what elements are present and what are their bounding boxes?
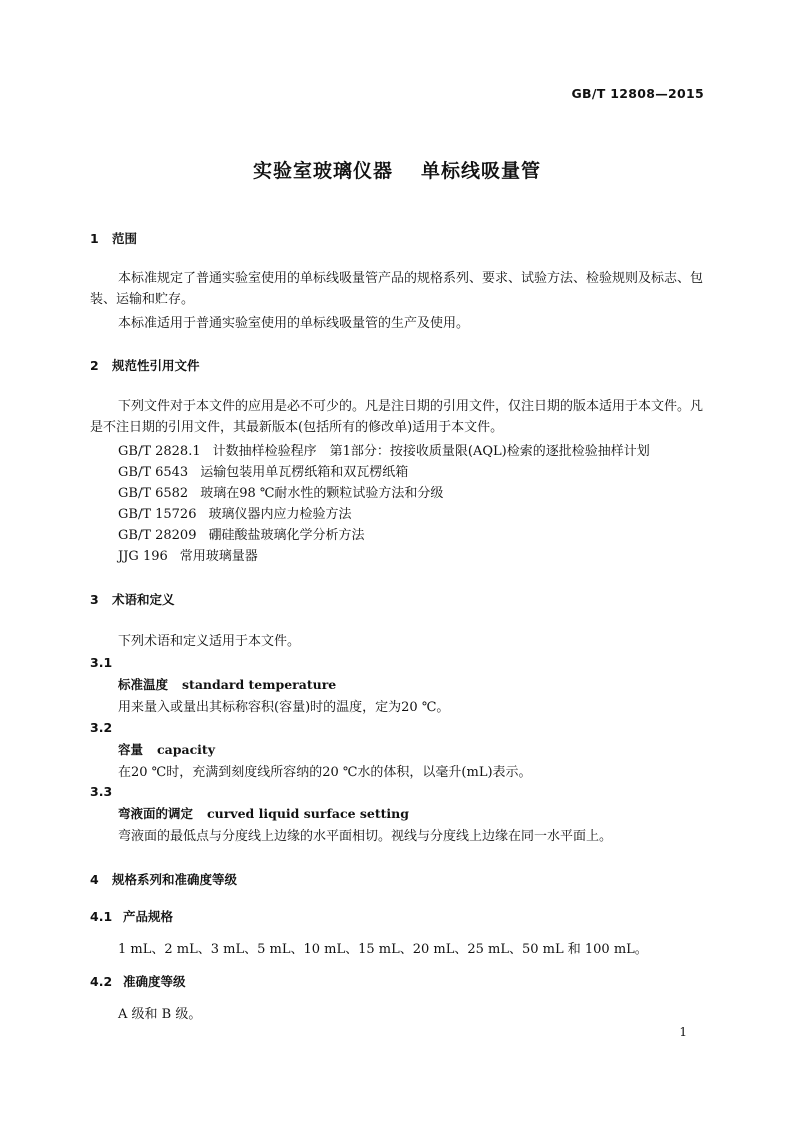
reference-item (118, 482, 443, 501)
reference-item (118, 524, 365, 543)
title-part-2: 单标线吸量管 (421, 160, 542, 182)
term-chinese: 弯液面的调定 (118, 806, 194, 821)
term-heading (118, 740, 215, 758)
subsection-4-2-heading (90, 972, 186, 990)
term-number: 3.1 (90, 655, 113, 670)
section-title: 术语和定义 (112, 592, 175, 607)
reference-code: GB/T 6582 (118, 486, 189, 501)
section-4-heading (90, 870, 237, 888)
reference-code: GB/T 28209 (118, 528, 197, 543)
reference-code: GB/T 15726 (118, 507, 197, 522)
section-number: 3 (90, 592, 99, 607)
reference-title: 计数抽样检验程序 第1部分：按接收质量限(AQL)检索的逐批检验抽样计划 (212, 444, 650, 459)
term-heading (118, 804, 409, 822)
section-2-heading (90, 356, 200, 374)
subsection-title: 产品规格 (123, 909, 174, 924)
reference-item (118, 440, 650, 459)
subsection-4-1-heading (90, 907, 173, 925)
reference-code: GB/T 6543 (118, 465, 189, 480)
section-3-heading (90, 590, 175, 608)
term-definition: 用来量入或量出其标称容积(容量)时的温度，定为20 ℃。 (118, 700, 450, 715)
reference-item (118, 545, 258, 564)
subsection-title: 准确度等级 (123, 974, 186, 989)
page-number: 1 (679, 1025, 687, 1039)
reference-title: 硼硅酸盐玻璃化学分析方法 (208, 528, 365, 543)
accuracy-class-text: A 级和 B 级。 (118, 1007, 202, 1022)
reference-title: 运输包装用单瓦楞纸箱和双瓦楞纸箱 (200, 465, 409, 480)
reference-title: 常用玻璃量器 (179, 549, 258, 564)
subsection-number: 4.1 (90, 909, 113, 924)
reference-title: 玻璃在98 ℃耐水性的颗粒试验方法和分级 (200, 486, 444, 501)
term-heading (118, 675, 336, 693)
document-title (0, 156, 794, 183)
product-specs-text: 1 mL、2 mL、3 mL、5 mL、10 mL、15 mL、20 mL、25 mL、50 mL 和 100 mL。 (118, 942, 648, 957)
term-number: 3.2 (90, 720, 113, 735)
section-title: 范围 (112, 231, 138, 246)
reference-title: 玻璃仪器内应力检验方法 (208, 507, 352, 522)
section-number: 2 (90, 358, 99, 373)
section-1-paragraph-2: 本标准适用于普通实验室使用的单标线吸量管的生产及使用。 (118, 316, 470, 331)
section-2-intro: 下列文件对于本文件的应用是必不可少的。凡是注日期的引用文件，仅注日期的版本适用于本文件。凡是不注日期的引用文件，其最新版本(包括所有的修改单)适用于本文件。 (90, 399, 704, 435)
term-definition: 在20 ℃时，充满到刻度线所容纳的20 ℃水的体积，以毫升(mL)表示。 (118, 765, 532, 780)
term-chinese: 标准温度 (118, 677, 169, 692)
term-chinese: 容量 (118, 742, 144, 757)
term-english: standard temperature (182, 677, 337, 692)
standard-number: GB/T 12808—2015 (571, 86, 704, 101)
reference-code: GB/T 2828.1 (118, 444, 201, 459)
section-3-intro: 下列术语和定义适用于本文件。 (118, 634, 301, 649)
section-title: 规格系列和准确度等级 (112, 872, 238, 887)
term-number: 3.3 (90, 784, 113, 799)
section-title: 规范性引用文件 (112, 358, 200, 373)
term-definition: 弯液面的最低点与分度线上边缘的水平面相切。视线与分度线上边缘在同一水平面上。 (118, 829, 613, 844)
section-number: 4 (90, 872, 99, 887)
reference-item (118, 503, 352, 522)
reference-item (118, 461, 408, 480)
title-part-1: 实验室玻璃仪器 (252, 160, 393, 182)
section-1-heading (90, 229, 137, 247)
term-english: curved liquid surface setting (207, 806, 409, 821)
term-english: capacity (157, 742, 215, 757)
section-number: 1 (90, 231, 99, 246)
section-1-paragraph-1: 本标准规定了普通实验室使用的单标线吸量管产品的规格系列、要求、试验方法、检验规则及标志、包装、运输和贮存。 (90, 271, 704, 307)
reference-code: JJG 196 (118, 549, 168, 564)
subsection-number: 4.2 (90, 974, 113, 989)
